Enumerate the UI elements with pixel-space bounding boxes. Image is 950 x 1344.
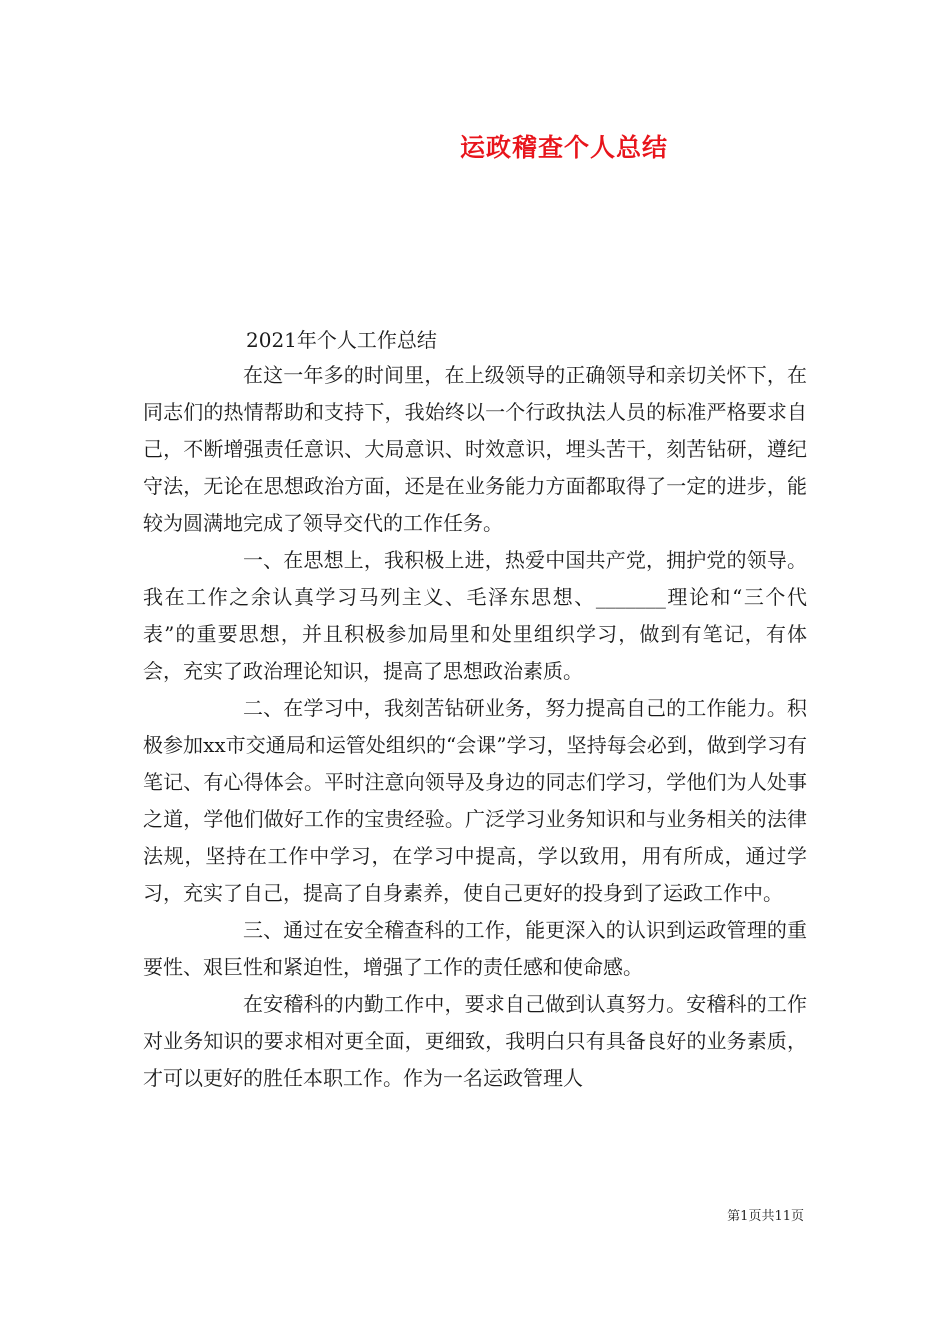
paragraph-safety-inspection: 三、通过在安全稽查科的工作，能更深入的认识到运政管理的重要性、艰巨性和紧迫性，增强了工作的责任感和使命感。	[143, 918, 807, 979]
document-subtitle: 2021年个人工作总结	[246, 328, 437, 352]
paragraph-intro: 在这一年多的时间里，在上级领导的正确领导和亲切关怀下，在同志们的热情帮助和支持下，我始终以一个行政执法人员的标准严格要求自己，不断增强责任意识、大局意识、时效意识，埋头苦干，刻苦钻研，遵纪守法，无论在思想政治方面，还是在业务能力方面都取得了一定的进步，能较为圆满地完成了领导交代的工作任务。	[143, 363, 807, 535]
paragraph-internal-work: 在安稽科的内勤工作中，要求自己做到认真努力。安稽科的工作对业务知识的要求相对更全面，更细致，我明白只有具备良好的业务素质，才可以更好的胜任本职工作。作为一名运政管理人	[143, 992, 807, 1090]
paragraph-study: 二、在学习中，我刻苦钻研业务，努力提高自己的工作能力。积极参加xx市交通局和运管处组织的“会课”学习，坚持每会必到，做到学习有笔记、有心得体会。平时注意向领导及身边的同志们学习，学他们为人处事之道，学他们做好工作的宝贵经验。广泛学习业务知识和与业务相关的法律法规，坚持在工作中学习，在学习中提高，学以致用，用有所成，通过学习，充实了自己，提高了自身素养，使自己更好的投身到了运政工作中。	[143, 696, 807, 905]
document-title: 运政稽查个人总结	[459, 133, 668, 162]
paragraph-ideology: 一、在思想上，我积极上进，热爱中国共产党，拥护党的领导。我在工作之余认真学习马列主义、毛泽东思想、_______理论和“三个代表”的重要思想，并且积极参加局里和处里组织学习，做到有笔记，有体会，充实了政治理论知识，提高了思想政治素质。	[143, 548, 807, 683]
document-body	[143, 357, 807, 1097]
page-number-footer: 第1页共11页	[727, 1209, 804, 1224]
